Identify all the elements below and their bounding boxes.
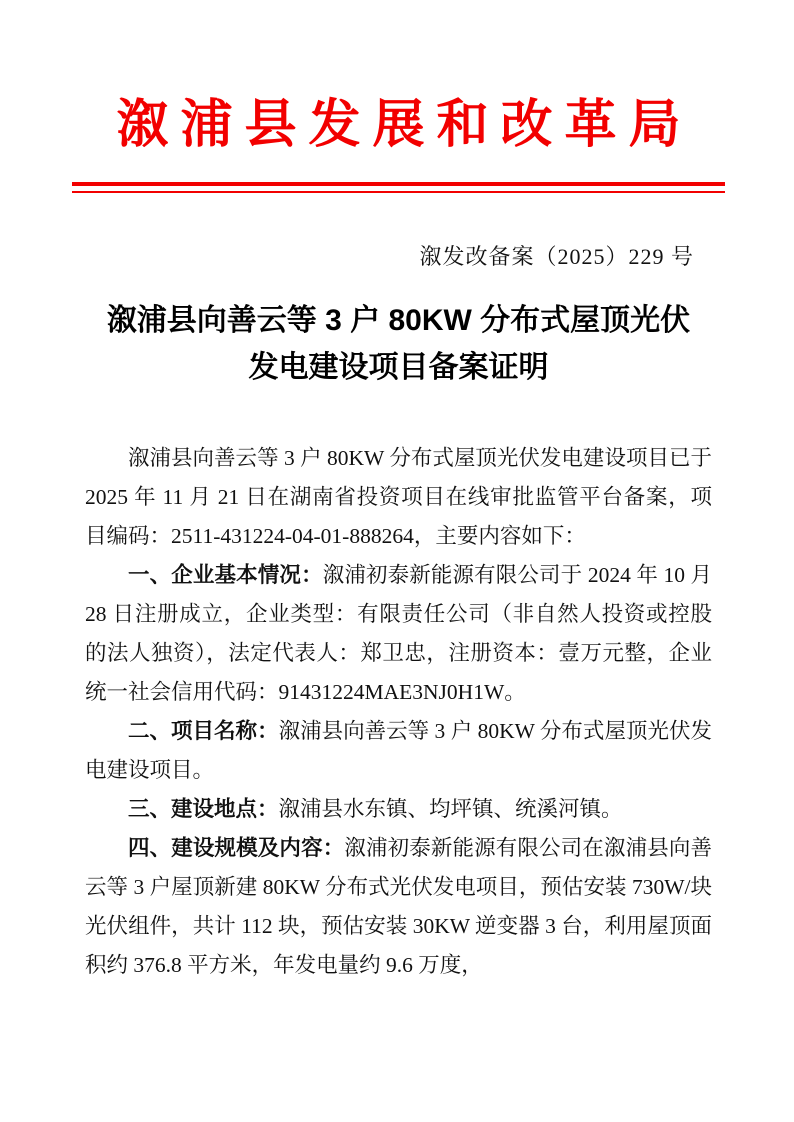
- paragraph-filing-intro: [85, 439, 712, 556]
- red-double-rule: [72, 182, 725, 193]
- paragraph-construction-scale-text: 溆浦初泰新能源有限公司在溆浦县向善云等 3 户屋顶新建 80KW 分布式光伏发电项目，预估安装 730W/块光伏组件，共计 112 块，预估安装 30KW 逆变器 3 台，利用屋顶面积约 376.8 平方米，年发电量约 9.6 万度，: [85, 836, 712, 977]
- paragraph-enterprise-info-lead: 一、企业基本情况：: [128, 563, 323, 587]
- paragraph-construction-site-text: 溆浦县水东镇、均坪镇、统溪河镇。: [278, 797, 623, 821]
- paragraph-enterprise-info-text: 溆浦初泰新能源有限公司于 2024 年 10 月 28 日注册成立，企业类型：有限责任公司（非自然人投资或控股的法人独资），法定代表人：郑卫忠，注册资本：壹万元整，企业统一社会信用代码：91431224MAE3NJ0H1W。: [85, 563, 712, 704]
- document-title: [85, 297, 712, 391]
- document-body: [85, 439, 712, 985]
- document-title-line-1: 溆浦县向善云等 3 户 80KW 分布式屋顶光伏: [106, 304, 691, 337]
- paragraph-project-name: [85, 712, 712, 790]
- paragraph-construction-scale: [85, 829, 712, 985]
- paragraph-construction-site-lead: 三、建设地点：: [128, 797, 279, 821]
- document-reference-number: 溆发改备案（2025）229 号: [419, 244, 694, 269]
- paragraph-project-name-text: 溆浦县向善云等 3 户 80KW 分布式屋顶光伏发电建设项目。: [85, 719, 712, 782]
- paragraph-construction-site: [85, 790, 712, 829]
- paragraph-project-name-lead: 二、项目名称：: [128, 719, 279, 743]
- paragraph-construction-scale-lead: 四、建设规模及内容：: [128, 836, 345, 860]
- agency-letterhead: 溆浦县发展和改革局: [116, 97, 693, 154]
- paragraph-enterprise-info: [85, 556, 712, 712]
- document-title-line-2: 发电建设项目备案证明: [248, 351, 549, 384]
- paragraph-filing-intro-text: 溆浦县向善云等 3 户 80KW 分布式屋顶光伏发电建设项目已于 2025 年 11 月 21 日在湖南省投资项目在线审批监管平台备案，项目编码：2511-431224-04-01-888264，主要内容如下：: [85, 446, 712, 548]
